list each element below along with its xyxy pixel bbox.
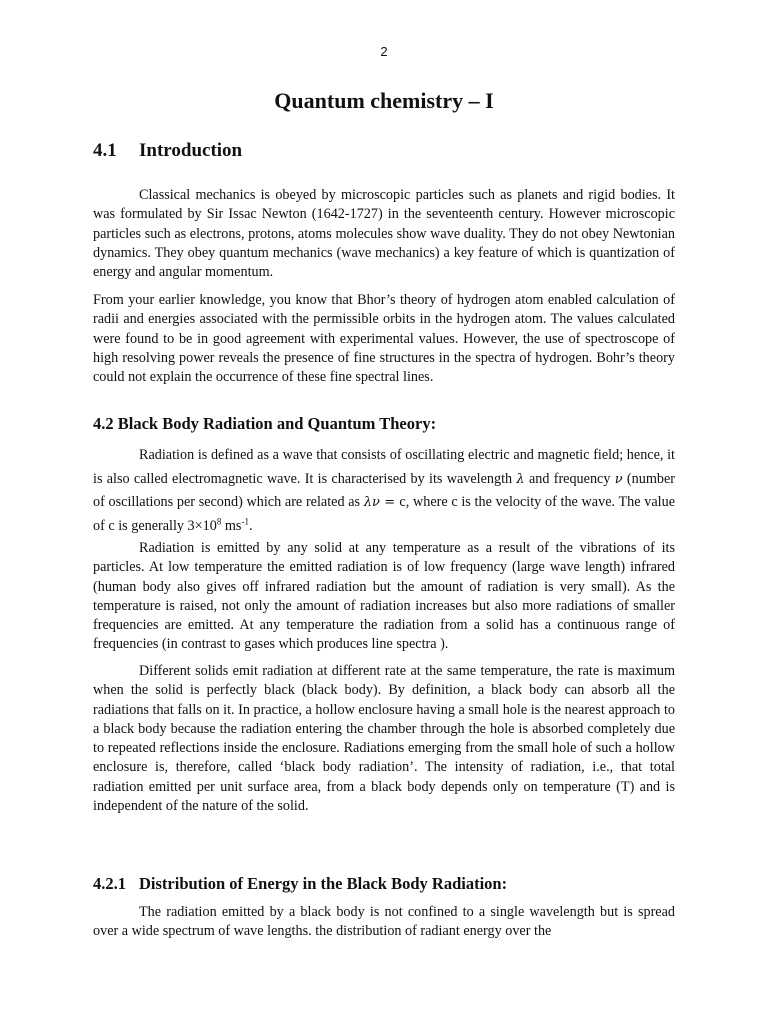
section-title: Introduction <box>139 140 243 161</box>
section-number: 4.2.1 <box>93 874 126 893</box>
text-run: and frequency <box>524 470 615 487</box>
page-number: 2 <box>380 44 388 59</box>
lambda-symbol: λ <box>516 471 525 487</box>
section-heading-introduction <box>93 140 242 162</box>
energy-distribution-paragraph: The radiation emitted by a black body is not confined to a single wavelength but is spread over a wide spectrum of wave lengths. the distribution of radiant energy over the <box>93 904 675 940</box>
wave-relation-equation: λν = <box>363 495 400 510</box>
section-title: Distribution of Energy in the Black Body Radiation: <box>139 874 508 893</box>
unit-text: ms <box>221 517 242 534</box>
section-number: 4.1 <box>93 140 117 161</box>
nu-symbol: ν <box>614 471 623 487</box>
section-heading-black-body: 4.2 Black Body Radiation and Quantum Theory: <box>93 414 437 433</box>
intro-paragraph-2: From your earlier knowledge, you know that Bhor’s theory of hydrogen atom enabled calculation of radii and energies associated with the permissible orbits in the hydrogen atom. The values calculated were found to be in good agreement with experimental values. However, the use of spectroscope of high resolving power reveals the presence of fine structures in the spectra of hydrogen. Bohr’s theory could not explain the occurrence of these fine spectral lines. <box>93 292 675 386</box>
radiation-emission-paragraph: Radiation is emitted by any solid at any temperature as a result of the vibrations of its particles. At low temperature the emitted radiation is of low frequency (large wave length) infrared (human body also gives off infrared radiation but the amount of radiation is very small). As the temperature is raised, not only the amount of radiation increases but also more radiations of smaller frequencies are emitted. At any temperature the radiation from a solid has a continuous range of frequencies (in contrast to gases which produces line spectra ). <box>93 540 675 653</box>
exponent: -1 <box>241 515 249 526</box>
radiation-definition-paragraph <box>93 444 675 538</box>
text-run: c, where c is the velocity of the wave. The value of c is generally 3×10 <box>93 494 675 534</box>
text-run: (number of oscillations per second) which are related as <box>93 470 675 510</box>
section-heading-energy-distribution <box>93 874 507 894</box>
intro-paragraph-1: Classical mechanics is obeyed by microscopic particles such as planets and rigid bodies. It was formulated by Sir Issac Newton (1642-1727) in the seventeenth century. However microscopic particles such as electrons, protons, atoms molecules show wave duality. They do not obey Newtonian dynamics. They obey quantum mechanics (wave mechanics) a key feature of which is quantization of energy and angular momentum. <box>93 187 675 281</box>
page-title: Quantum chemistry – I <box>274 88 494 113</box>
text-run: . <box>248 517 253 534</box>
text-run: Radiation is defined as a wave that consists of oscillating electric and magnetic field; hence, it is also called electromagnetic wave. It is characterised by its wavelength <box>93 447 675 487</box>
exponent: 8 <box>216 515 222 526</box>
black-body-paragraph: Different solids emit radiation at different rate at the same temperature, the rate is maximum when the solid is perfectly black (black body). By definition, a black body can absorb all the radiations that falls on it. In practice, a hollow enclosure having a small hole is the nearest approach to a black body because the radiation entering the chamber through the hole is absorbed completely due to repeated reflections inside the enclosure. Radiations emerging from the small hole of such a hollow enclosure is, therefore, called ‘black body radiation’. The intensity of radiation, i.e., that total radiation emitted per unit surface area, from a black body depends only on temperature (T) and is independent of the nature of the solid. <box>93 663 675 815</box>
